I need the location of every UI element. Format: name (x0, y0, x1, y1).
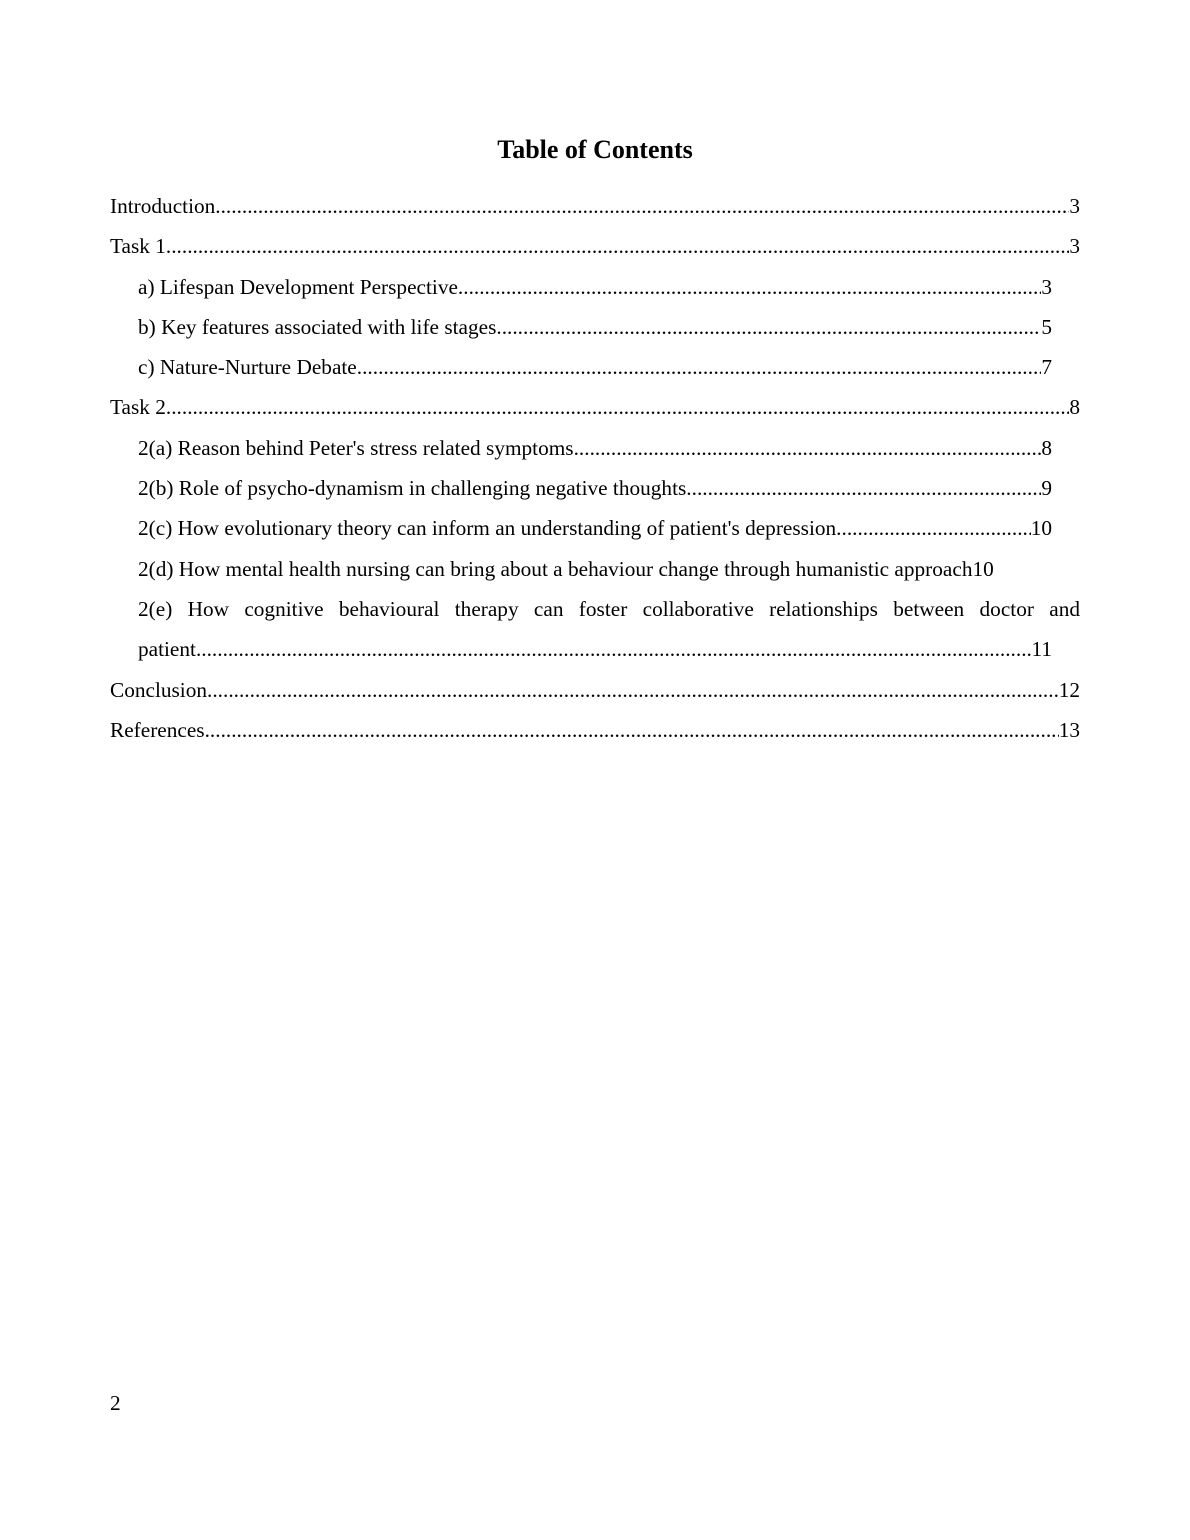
toc-leader-dots (205, 710, 1059, 750)
toc-entry-page: 3 (1041, 274, 1052, 299)
page-title: Table of Contents (497, 135, 693, 164)
toc-leader-dots (686, 468, 1041, 508)
toc-entry-title: Task 1 (110, 234, 166, 259)
toc-entry-title: References (110, 717, 205, 742)
toc-entry-page: 13 (1058, 717, 1080, 742)
toc-entry-page: 8 (1069, 395, 1080, 420)
toc-entry-title: a) Lifespan Development Perspective (138, 274, 458, 299)
toc-leader-dots (207, 670, 1059, 710)
toc-entry-page: 9 (1041, 476, 1052, 501)
toc-entry-page: 11 (1031, 637, 1052, 662)
page-number: 2 (110, 1391, 121, 1415)
toc-leader-dots (836, 508, 1031, 548)
toc-leader-dots (357, 347, 1042, 387)
toc-entry-page: 10 (972, 556, 994, 581)
toc-entry-page: 12 (1058, 677, 1080, 702)
toc-entry-references[interactable] (110, 710, 1080, 750)
table-of-contents (110, 186, 1080, 750)
toc-entry-task-1[interactable] (110, 226, 1080, 266)
toc-leader-dots (215, 186, 1069, 226)
toc-entry-task-2[interactable] (110, 387, 1080, 427)
toc-entry-title: 2(a) Reason behind Peter's stress related symptoms (138, 435, 574, 460)
toc-entry-task-2b[interactable] (110, 468, 1080, 508)
toc-leader-dots (458, 267, 1041, 307)
toc-entry-title: 2(b) Role of psycho-dynamism in challenging negative thoughts (138, 476, 687, 501)
toc-entry-title-continued: patient (138, 637, 196, 662)
toc-entry-title: Conclusion (110, 677, 208, 702)
toc-entry-title: b) Key features associated with life stages (138, 314, 497, 339)
toc-entry-task-2a[interactable] (110, 428, 1080, 468)
toc-entry-title: 2(c) How evolutionary theory can inform an understanding of patient's depression (138, 516, 837, 541)
toc-entry-conclusion[interactable] (110, 670, 1080, 710)
toc-entry-title: c) Nature-Nurture Debate (138, 355, 357, 380)
toc-entry-title: Task 2 (110, 395, 166, 420)
toc-entry-task-2c[interactable] (110, 508, 1080, 548)
toc-entry-title: 2(e) How cognitive behavioural therapy can foster collaborative relationships between doctor and (138, 596, 1080, 621)
toc-leader-dots (574, 428, 1042, 468)
toc-leader-dots (166, 226, 1069, 266)
toc-leader-dots (166, 387, 1069, 427)
toc-entry-task-2e[interactable] (110, 589, 1080, 670)
toc-entry-introduction[interactable] (110, 186, 1080, 226)
toc-entry-page: 3 (1069, 234, 1080, 259)
toc-entry-page: 10 (1030, 516, 1052, 541)
toc-leader-dots (196, 629, 1032, 669)
toc-entry-task-1c[interactable] (110, 347, 1080, 387)
toc-entry-title: 2(d) How mental health nursing can bring about a behaviour change through humanistic approach (138, 556, 973, 581)
toc-entry-page: 5 (1041, 314, 1052, 339)
toc-entry-page: 8 (1041, 435, 1052, 460)
toc-leader-dots (496, 307, 1041, 347)
toc-entry-page: 7 (1041, 355, 1052, 380)
toc-entry-task-1a[interactable] (110, 267, 1080, 307)
toc-entry-task-1b[interactable] (110, 307, 1080, 347)
toc-entry-title: Introduction (110, 194, 216, 218)
toc-entry-page: 3 (1069, 194, 1080, 218)
toc-entry-task-2d[interactable] (110, 549, 1080, 589)
